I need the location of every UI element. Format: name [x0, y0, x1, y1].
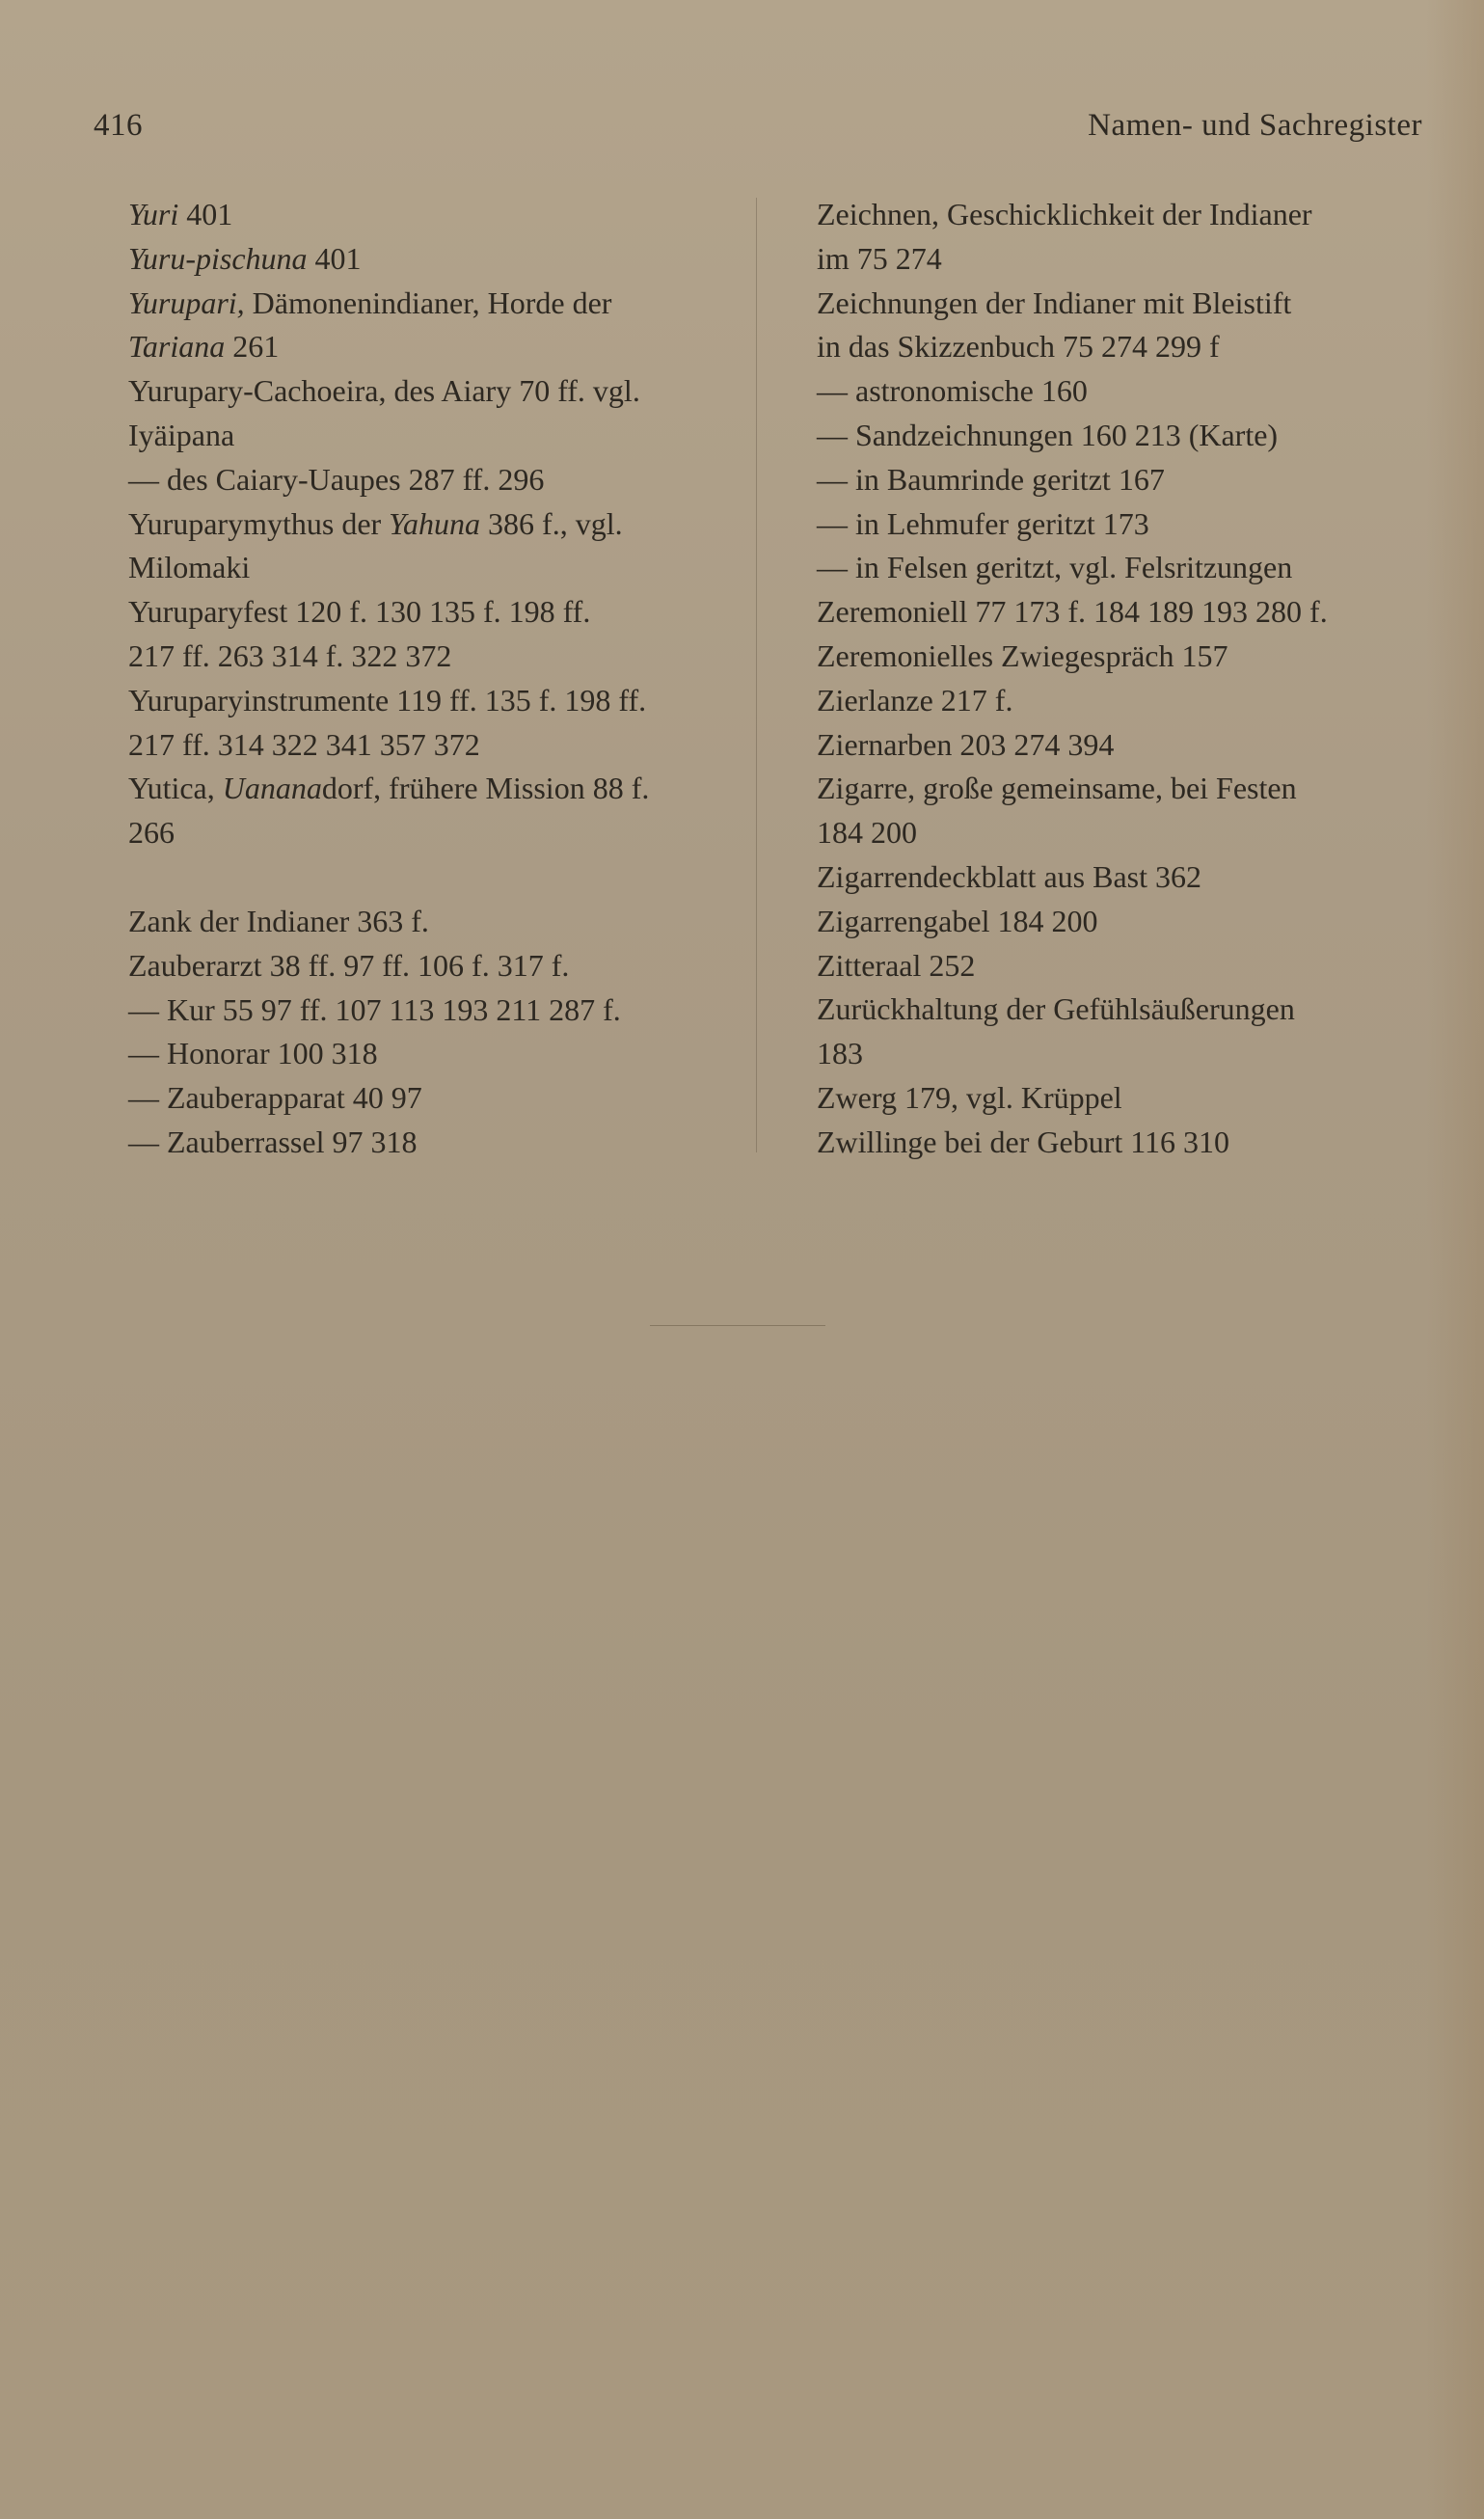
index-text: Yurupary-Cachoeira, des Aiary 70 ff. vgl.	[128, 373, 640, 409]
index-text: Yuruparymythus der	[128, 505, 390, 541]
index-text: 401	[307, 240, 362, 276]
index-column-right	[782, 193, 1428, 1165]
index-text: — in Baumrinde geritzt 167	[817, 461, 1165, 497]
index-text: — Honorar 100 318	[128, 1036, 378, 1071]
page-number: 416	[94, 108, 143, 143]
index-line	[782, 458, 1428, 502]
index-line	[94, 900, 740, 944]
index-line	[94, 282, 740, 326]
index-line	[94, 811, 740, 855]
index-line	[94, 546, 740, 590]
index-line	[94, 767, 740, 811]
index-line	[782, 723, 1428, 768]
index-line	[782, 193, 1428, 237]
index-text: Zwerg 179, vgl. Krüppel	[817, 1079, 1122, 1115]
index-text: 401	[178, 197, 233, 231]
index-term-italic: Uanana	[222, 771, 322, 806]
index-text: Zank der Indianer 363 f.	[128, 903, 429, 938]
index-text: Zwillinge bei der Geburt 116 310	[817, 1124, 1230, 1159]
index-line	[782, 1121, 1428, 1165]
index-text: 261	[225, 329, 280, 365]
index-term-italic: Yahuna	[389, 505, 481, 541]
index-term-italic: Yurupari,	[128, 284, 245, 320]
index-text: 183	[817, 1036, 863, 1071]
index-column-left	[94, 193, 740, 1165]
index-line	[94, 635, 740, 679]
index-text: — astronomische 160	[817, 373, 1088, 409]
index-line	[94, 1121, 740, 1165]
index-text: — Zauberrassel 97 318	[128, 1124, 418, 1159]
index-text: 217 ff. 314 322 341 357 372	[128, 726, 480, 762]
index-text: 386 f., vgl.	[480, 505, 623, 541]
index-line	[94, 989, 740, 1033]
index-text: — Sandzeichnungen 160 213 (Karte)	[817, 417, 1279, 452]
index-line	[782, 767, 1428, 811]
index-line	[782, 635, 1428, 679]
index-line	[782, 944, 1428, 989]
index-text: 266	[128, 815, 175, 851]
index-text: — Zauberapparat 40 97	[128, 1080, 422, 1116]
index-text: Zierlanze 217 f.	[817, 682, 1013, 718]
index-term-italic: Yuri	[128, 197, 179, 231]
index-text: Ziernarben 203 274 394	[817, 726, 1115, 762]
index-line	[782, 369, 1428, 414]
index-text: Zeremonielles Zwiegespräch 157	[817, 637, 1228, 673]
index-text: Zurückhaltung der Gefühlsäußerungen	[817, 991, 1295, 1027]
index-text: Milomaki	[128, 550, 251, 585]
index-line	[94, 237, 740, 282]
index-text: Zigarrendeckblatt aus Bast 362	[817, 858, 1201, 894]
index-line	[782, 811, 1428, 855]
index-line	[782, 502, 1428, 547]
index-line	[782, 237, 1428, 282]
index-line	[782, 282, 1428, 326]
index-line	[94, 723, 740, 768]
index-text: Zauberarzt 38 ff. 97 ff. 106 f. 317 f.	[128, 947, 570, 983]
index-line	[782, 325, 1428, 369]
index-text: Yuruparyfest 120 f. 130 135 f. 198 ff.	[128, 594, 591, 630]
index-text: Iyäipana	[128, 417, 235, 452]
index-text: — Kur 55 97 ff. 107 113 193 211 287 f.	[128, 991, 621, 1027]
end-rule	[650, 1325, 825, 1326]
page-header	[94, 108, 1422, 156]
index-text: — in Lehmufer geritzt 173	[817, 505, 1149, 541]
index-line	[94, 944, 740, 989]
index-term-italic: Yuru-pischuna	[128, 240, 308, 276]
index-line	[94, 458, 740, 502]
index-line	[94, 590, 740, 635]
index-text: — in Felsen geritzt, vgl. Felsritzungen	[817, 550, 1293, 585]
running-title: Namen- und Sachregister	[1088, 108, 1422, 143]
index-text: Zigarre, große gemeinsame, bei Festen	[817, 771, 1297, 806]
column-divider	[756, 198, 757, 1152]
index-line	[782, 900, 1428, 944]
index-text: — des Caiary-Uaupes 287 ff. 296	[128, 461, 545, 497]
index-line	[94, 325, 740, 369]
index-text: 217 ff. 263 314 f. 322 372	[128, 637, 452, 673]
index-line	[94, 502, 740, 547]
index-line	[782, 988, 1428, 1032]
index-text: Zeremoniell 77 173 f. 184 189 193 280 f.	[817, 594, 1328, 630]
index-term-italic: Tariana	[128, 329, 226, 365]
index-line	[782, 414, 1428, 458]
index-text: Yutica,	[128, 771, 223, 806]
index-text: Zeichnen, Geschicklichkeit der Indianer	[817, 197, 1312, 231]
index-text: Zigarrengabel 184 200	[817, 903, 1098, 938]
index-text: dorf, frühere Mission 88 f.	[321, 771, 650, 806]
index-line	[94, 1032, 740, 1076]
index-text: Dämonenindianer, Horde der	[244, 284, 612, 320]
index-line	[782, 1032, 1428, 1076]
index-line	[782, 546, 1428, 590]
index-text: Zitteraal 252	[817, 947, 976, 983]
index-line	[94, 1076, 740, 1121]
index-line	[94, 414, 740, 458]
index-text: 184 200	[817, 815, 917, 851]
index-text: im 75 274	[817, 240, 942, 276]
index-line	[94, 193, 740, 237]
index-line	[782, 679, 1428, 723]
index-text: Yuruparyinstrumente 119 ff. 135 f. 198 ff.	[128, 682, 647, 718]
index-text: in das Skizzenbuch 75 274 299 f	[817, 329, 1220, 365]
index-text: Zeichnungen der Indianer mit Bleistift	[817, 284, 1292, 320]
index-line	[782, 590, 1428, 635]
index-line	[782, 855, 1428, 900]
index-line	[94, 679, 740, 723]
index-line	[782, 1076, 1428, 1121]
index-line	[94, 369, 740, 414]
